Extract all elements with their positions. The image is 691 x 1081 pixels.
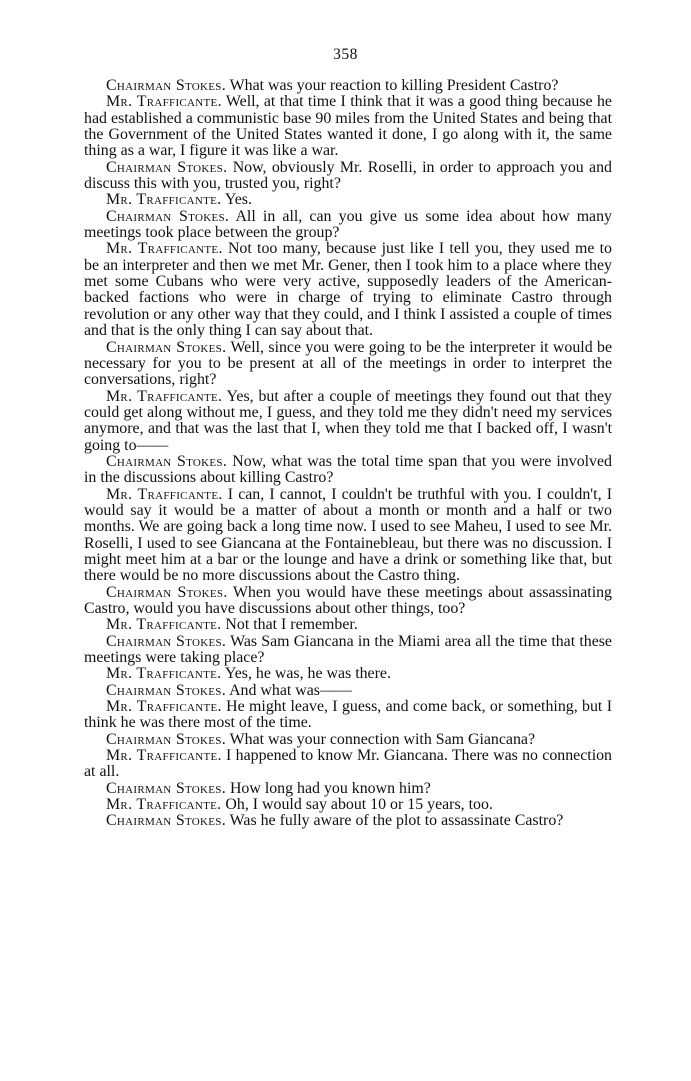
testimony-text: Yes, he was, he was there.: [221, 665, 391, 683]
speaker-name: Chairman Stokes.: [106, 452, 228, 470]
testimony-text: Not too many, because just like I tell you, they used me to be an interpreter and then we met Mr. Gener, then I took him to a place where they met some Cubans who were very active, supposedly leaders of the American-backed factions who were in charge of trying to eliminate Castro through revolution or any other way that they could, and I think I assisted a couple of times and that is the only thing I can say about that.: [84, 240, 612, 340]
testimony-text: When you would have these meetings about assassinating Castro, would you have discussions about other things, too?: [84, 583, 613, 617]
testimony-paragraph: [84, 617, 612, 633]
testimony-text: I can, I cannot, I couldn't be truthful with you. I couldn't, I would say it would be a matter of about a month or month and a half or two months. We are going back a long time now. I used to see Maheu, I used to see Mr. Roselli, I used to see Giancana at the Fontainebleau, but there was no discussion. I might meet him at a bar or the lounge and have a drink or something like that, but there would be no more discussions about the Castro thing.: [84, 485, 612, 585]
testimony-paragraph: [84, 699, 612, 732]
speaker-name: Mr. Trafficante.: [106, 240, 223, 258]
page-number: 358: [333, 46, 358, 63]
testimony-paragraph: [84, 732, 612, 748]
testimony-paragraph: [84, 454, 612, 487]
speaker-name: Mr. Trafficante.: [106, 698, 222, 716]
testimony-paragraph: [84, 209, 612, 242]
testimony-text: He might leave, I guess, and come back, or something, but I think he was there most of the time.: [84, 698, 612, 732]
testimony-paragraph: [84, 192, 612, 208]
speaker-name: Chairman Stokes.: [106, 681, 226, 699]
testimony-paragraph: [84, 94, 612, 159]
speaker-name: Mr. Trafficante.: [106, 191, 222, 209]
testimony-paragraph: [84, 241, 612, 339]
testimony-paragraph: [84, 389, 612, 454]
testimony-paragraph: [84, 634, 612, 667]
speaker-name: Mr. Trafficante.: [106, 796, 222, 814]
speaker-name: Mr. Trafficante.: [106, 665, 222, 683]
testimony-paragraph: [84, 487, 612, 585]
testimony-text: I happened to know Mr. Giancana. There was no connection at all.: [84, 747, 613, 781]
testimony-text: How long had you known him?: [225, 779, 431, 797]
speaker-name: Chairman Stokes.: [106, 158, 228, 176]
speaker-name: Chairman Stokes.: [106, 338, 227, 356]
testimony-paragraph: [84, 78, 612, 94]
testimony-paragraph: [84, 813, 612, 829]
speaker-name: Chairman Stokes.: [106, 77, 226, 94]
testimony-text: Not that I remember.: [221, 616, 358, 634]
testimony-text: All in all, can you give us some idea about how many meetings took place between the group?: [84, 207, 612, 242]
testimony-text: And what was——: [225, 681, 352, 699]
speaker-name: Chairman Stokes.: [106, 730, 226, 748]
testimony-text: Well, at that time I think that it was a good thing because he had established a communistic base 90 miles from the United States and being that the Government of the United States wanted it done, I go along with it, the same thing as a war, I figure it was like a war.: [84, 93, 612, 160]
testimony-paragraph: [84, 160, 612, 193]
speaker-name: Mr. Trafficante.: [106, 387, 223, 405]
testimony-paragraph: [84, 340, 612, 389]
testimony-paragraph: [84, 748, 612, 781]
testimony-text: What was your reaction to killing President Castro?: [225, 77, 559, 94]
testimony-paragraph: [84, 683, 612, 699]
testimony-text: Was he fully aware of the plot to assassinate Castro?: [225, 812, 564, 830]
testimony-paragraph: [84, 666, 612, 682]
speaker-name: Mr. Trafficante.: [106, 93, 222, 111]
testimony-paragraph: [84, 585, 612, 618]
speaker-name: Mr. Trafficante.: [106, 616, 222, 634]
testimony-text: Well, since you were going to be the interpreter it would be necessary for you to be present at all of the meetings in order to interpret the conversations, right?: [84, 338, 612, 389]
testimony-text: Was Sam Giancana in the Miami area all the time that these meetings were taking place?: [84, 632, 612, 667]
testimony-paragraph: [84, 797, 612, 813]
speaker-name: Mr. Trafficante.: [106, 485, 223, 503]
speaker-name: Chairman Stokes.: [106, 583, 228, 601]
testimony-text: Now, what was the total time span that you were involved in the discussions about killing Castro?: [84, 452, 612, 487]
testimony-text: Yes.: [221, 191, 252, 209]
speaker-name: Chairman Stokes.: [106, 632, 227, 650]
speaker-name: Chairman Stokes.: [106, 812, 226, 830]
testimony-text: Yes, but after a couple of meetings they found out that they could get along without me, I guess, and they told me they didn't need my services anymore, and that was the last that I, when they told me that I backed off, I wasn't going to——: [84, 387, 612, 454]
speaker-name: Chairman Stokes.: [106, 779, 226, 797]
testimony-paragraph: [84, 781, 612, 797]
testimony-text: Now, obviously Mr. Roselli, in order to approach you and discuss this with you, trusted you, right?: [84, 158, 613, 193]
speaker-name: Chairman Stokes.: [106, 207, 230, 225]
speaker-name: Mr. Trafficante.: [106, 747, 222, 765]
testimony-text: Oh, I would say about 10 or 15 years, too.: [221, 796, 493, 814]
hearing-transcript: [84, 78, 612, 830]
testimony-text: What was your connection with Sam Giancana?: [225, 730, 536, 748]
